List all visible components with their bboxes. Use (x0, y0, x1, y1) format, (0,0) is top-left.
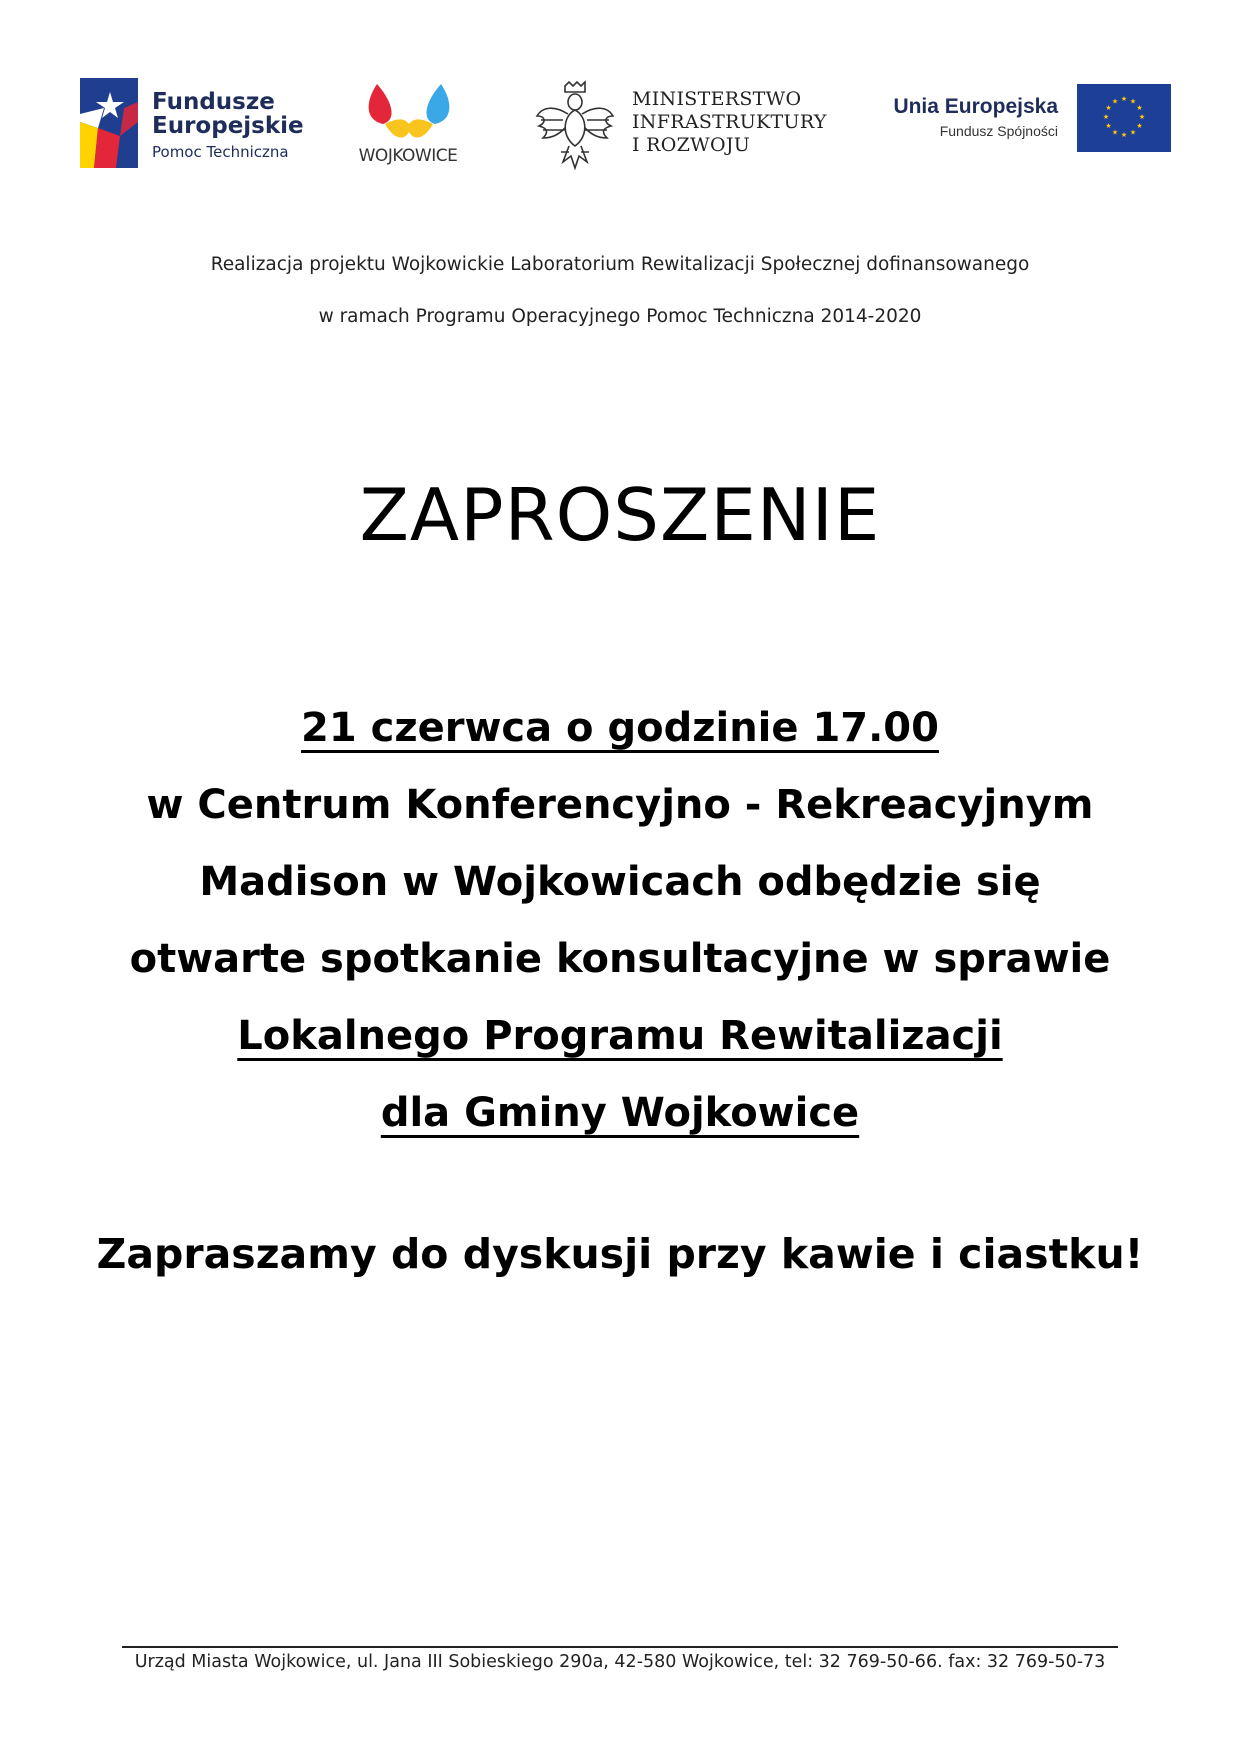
program-name-line: Lokalnego Programu Rewitalizacji (237, 1013, 1003, 1059)
svg-text:★: ★ (1129, 128, 1137, 137)
eu-flag-icon (1077, 84, 1171, 152)
svg-text:★: ★ (1111, 128, 1119, 137)
svg-text:★: ★ (1136, 122, 1143, 130)
svg-text:★: ★ (1138, 113, 1146, 121)
project-info-line2: w ramach Programu Operacyjnego Pomoc Techniczna 2014-2020 (318, 306, 922, 327)
svg-text:★: ★ (1129, 97, 1137, 106)
ministerstwo-logo-line3: I ROZWOJU (632, 134, 751, 156)
ministerstwo-logo-line1: MINISTERSTWO (632, 88, 802, 110)
event-description-line: otwarte spotkanie konsultacyjne w sprawie (129, 936, 1111, 982)
event-venue-line: w Centrum Konferencyjno - Rekreacyjnym (146, 782, 1094, 828)
invitation-body (0, 690, 1240, 1152)
polish-eagle-emblem-icon (535, 80, 615, 170)
ministerstwo-logo-line2: INFRASTRUKTURY (632, 111, 827, 133)
svg-text:★: ★ (1120, 95, 1128, 103)
fundusze-logo-line2: Europejskie (152, 113, 304, 139)
footer-divider (122, 1646, 1118, 1648)
closing-invitation: Zapraszamy do dyskusji przy kawie i ciastku! (96, 1230, 1144, 1278)
unia-europejska-logo (880, 82, 1180, 157)
wojkowice-drops-icon (363, 80, 455, 144)
fundusze-logo-line1: Fundusze (152, 89, 275, 115)
svg-text:★: ★ (1136, 104, 1143, 112)
event-location-line: Madison w Wojkowicach odbędzie się (199, 859, 1041, 905)
ministerstwo-logo (535, 80, 835, 172)
fundusze-europejskie-logo (62, 62, 302, 182)
svg-text:★: ★ (1111, 97, 1119, 106)
svg-text:★: ★ (1102, 113, 1110, 121)
invitation-title: ZAPROSZENIE (359, 473, 881, 557)
wojkowice-logo-label: WOJKOWICE (358, 146, 458, 166)
wojkowice-logo (358, 80, 458, 180)
ue-logo-line2: Fundusz Spójności (939, 123, 1058, 139)
eu-funds-star-icon (80, 78, 138, 168)
municipality-line: dla Gminy Wojkowice (380, 1090, 860, 1136)
svg-text:★: ★ (1105, 104, 1112, 112)
fundusze-logo-line3: Pomoc Techniczna (152, 143, 289, 161)
ue-logo-line1: Unia Europejska (893, 95, 1058, 118)
svg-text:★: ★ (1120, 131, 1128, 139)
event-date-line: 21 czerwca o godzinie 17.00 (301, 705, 939, 751)
svg-text:★: ★ (1105, 122, 1112, 130)
project-info-line1: Realizacja projektu Wojkowickie Laboratorium Rewitalizacji Społecznej dofinansowanego (210, 254, 1030, 275)
footer-contact: Urząd Miasta Wojkowice, ul. Jana III Sobieskiego 290a, 42-580 Wojkowice, tel: 32 769-50-66. fax: 32 769-50-73 (134, 1652, 1106, 1672)
